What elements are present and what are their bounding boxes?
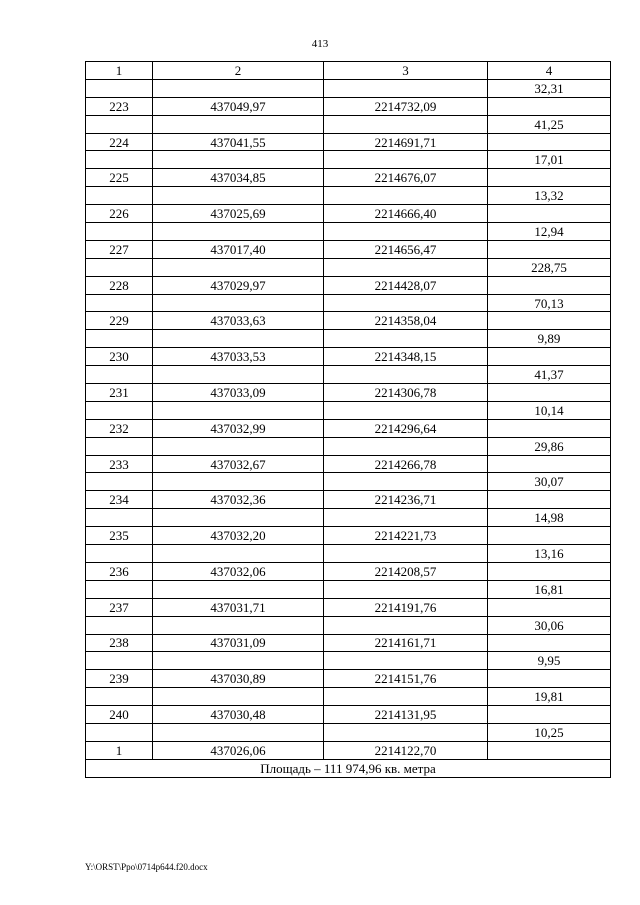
y-coordinate-cell: 2214266,78	[324, 455, 488, 473]
point-number-cell	[86, 223, 153, 241]
table-row	[86, 455, 611, 473]
x-coordinate-cell: 437033,09	[153, 384, 324, 402]
point-number-cell: 229	[86, 312, 153, 330]
distance-cell	[488, 706, 611, 724]
distance-cell: 9,89	[488, 330, 611, 348]
column-header-distance: 4	[488, 62, 611, 80]
coordinates-table	[85, 61, 611, 778]
table-row	[86, 419, 611, 437]
point-number-cell	[86, 473, 153, 491]
y-coordinate-cell: 2214306,78	[324, 384, 488, 402]
point-number-cell: 240	[86, 706, 153, 724]
x-coordinate-cell: 437032,99	[153, 419, 324, 437]
y-coordinate-cell: 2214151,76	[324, 670, 488, 688]
distance-cell: 30,06	[488, 616, 611, 634]
table-row	[86, 491, 611, 509]
table-row	[86, 706, 611, 724]
table-row	[86, 688, 611, 706]
y-coordinate-cell: 2214236,71	[324, 491, 488, 509]
x-coordinate-cell	[153, 545, 324, 563]
x-coordinate-cell: 437032,36	[153, 491, 324, 509]
table-header-row	[86, 62, 611, 80]
y-coordinate-cell	[324, 652, 488, 670]
x-coordinate-cell: 437031,09	[153, 634, 324, 652]
table-row	[86, 384, 611, 402]
x-coordinate-cell: 437025,69	[153, 205, 324, 223]
point-number-cell: 226	[86, 205, 153, 223]
table-row	[86, 401, 611, 419]
point-number-cell: 231	[86, 384, 153, 402]
y-coordinate-cell: 2214732,09	[324, 97, 488, 115]
x-coordinate-cell: 437017,40	[153, 240, 324, 258]
y-coordinate-cell: 2214691,71	[324, 133, 488, 151]
point-number-cell: 225	[86, 169, 153, 187]
point-number-cell	[86, 652, 153, 670]
y-coordinate-cell	[324, 79, 488, 97]
distance-cell: 16,81	[488, 580, 611, 598]
point-number-cell	[86, 187, 153, 205]
distance-cell	[488, 527, 611, 545]
distance-cell: 17,01	[488, 151, 611, 169]
point-number-cell: 239	[86, 670, 153, 688]
point-number-cell: 230	[86, 348, 153, 366]
table-row	[86, 312, 611, 330]
point-number-cell	[86, 509, 153, 527]
distance-cell	[488, 169, 611, 187]
distance-cell	[488, 240, 611, 258]
distance-cell: 13,16	[488, 545, 611, 563]
y-coordinate-cell	[324, 294, 488, 312]
y-coordinate-cell	[324, 473, 488, 491]
point-number-cell	[86, 79, 153, 97]
table-row	[86, 509, 611, 527]
x-coordinate-cell: 437030,89	[153, 670, 324, 688]
y-coordinate-cell: 2214676,07	[324, 169, 488, 187]
y-coordinate-cell	[324, 366, 488, 384]
point-number-cell	[86, 616, 153, 634]
point-number-cell: 235	[86, 527, 153, 545]
x-coordinate-cell	[153, 688, 324, 706]
y-coordinate-cell	[324, 616, 488, 634]
point-number-cell	[86, 688, 153, 706]
x-coordinate-cell: 437030,48	[153, 706, 324, 724]
y-coordinate-cell: 2214666,40	[324, 205, 488, 223]
distance-cell: 19,81	[488, 688, 611, 706]
table-row	[86, 97, 611, 115]
point-number-cell: 1	[86, 741, 153, 759]
table-row	[86, 580, 611, 598]
point-number-cell	[86, 401, 153, 419]
x-coordinate-cell	[153, 79, 324, 97]
table-row	[86, 741, 611, 759]
table-row	[86, 133, 611, 151]
point-number-cell	[86, 723, 153, 741]
point-number-cell: 224	[86, 133, 153, 151]
x-coordinate-cell: 437032,67	[153, 455, 324, 473]
point-number-cell: 233	[86, 455, 153, 473]
distance-cell: 10,25	[488, 723, 611, 741]
x-coordinate-cell: 437029,97	[153, 276, 324, 294]
point-number-cell: 232	[86, 419, 153, 437]
table-row	[86, 187, 611, 205]
table-row	[86, 151, 611, 169]
table-row	[86, 258, 611, 276]
y-coordinate-cell	[324, 437, 488, 455]
point-number-cell	[86, 151, 153, 169]
point-number-cell: 236	[86, 562, 153, 580]
distance-cell	[488, 562, 611, 580]
point-number-cell	[86, 294, 153, 312]
point-number-cell	[86, 115, 153, 133]
y-coordinate-cell	[324, 580, 488, 598]
table-row	[86, 598, 611, 616]
point-number-cell	[86, 330, 153, 348]
x-coordinate-cell	[153, 580, 324, 598]
table-row	[86, 115, 611, 133]
distance-cell	[488, 312, 611, 330]
x-coordinate-cell	[153, 473, 324, 491]
distance-cell	[488, 670, 611, 688]
page-number: 413	[311, 38, 329, 50]
y-coordinate-cell: 2214131,95	[324, 706, 488, 724]
distance-cell	[488, 419, 611, 437]
distance-cell	[488, 384, 611, 402]
y-coordinate-cell	[324, 258, 488, 276]
table-row	[86, 652, 611, 670]
x-coordinate-cell: 437034,85	[153, 169, 324, 187]
y-coordinate-cell: 2214122,70	[324, 741, 488, 759]
table-row	[86, 240, 611, 258]
distance-cell: 70,13	[488, 294, 611, 312]
point-number-cell	[86, 366, 153, 384]
distance-cell	[488, 491, 611, 509]
x-coordinate-cell: 437031,71	[153, 598, 324, 616]
y-coordinate-cell	[324, 401, 488, 419]
x-coordinate-cell	[153, 187, 324, 205]
point-number-cell: 234	[86, 491, 153, 509]
point-number-cell: 227	[86, 240, 153, 258]
y-coordinate-cell	[324, 509, 488, 527]
distance-cell: 12,94	[488, 223, 611, 241]
table-row	[86, 473, 611, 491]
x-coordinate-cell	[153, 437, 324, 455]
x-coordinate-cell	[153, 652, 324, 670]
y-coordinate-cell	[324, 688, 488, 706]
table-row	[86, 348, 611, 366]
y-coordinate-cell: 2214656,47	[324, 240, 488, 258]
table-row	[86, 223, 611, 241]
file-path: Y:\ORST\Ppo\0714p644.f20.docx	[85, 862, 208, 872]
table-row	[86, 437, 611, 455]
x-coordinate-cell	[153, 401, 324, 419]
x-coordinate-cell: 437032,20	[153, 527, 324, 545]
distance-cell: 32,31	[488, 79, 611, 97]
x-coordinate-cell: 437026,06	[153, 741, 324, 759]
distance-cell	[488, 97, 611, 115]
distance-cell	[488, 276, 611, 294]
distance-cell	[488, 348, 611, 366]
x-coordinate-cell: 437041,55	[153, 133, 324, 151]
y-coordinate-cell	[324, 115, 488, 133]
x-coordinate-cell	[153, 151, 324, 169]
distance-cell: 29,86	[488, 437, 611, 455]
x-coordinate-cell	[153, 723, 324, 741]
x-coordinate-cell: 437033,53	[153, 348, 324, 366]
y-coordinate-cell: 2214296,64	[324, 419, 488, 437]
table-row	[86, 169, 611, 187]
area-total: Площадь – 111 974,96 кв. метра	[86, 759, 611, 777]
y-coordinate-cell	[324, 723, 488, 741]
point-number-cell: 238	[86, 634, 153, 652]
table-row	[86, 527, 611, 545]
x-coordinate-cell	[153, 223, 324, 241]
table-row	[86, 723, 611, 741]
x-coordinate-cell: 437033,63	[153, 312, 324, 330]
table-row	[86, 276, 611, 294]
table-row	[86, 366, 611, 384]
distance-cell: 14,98	[488, 509, 611, 527]
y-coordinate-cell: 2214191,76	[324, 598, 488, 616]
point-number-cell	[86, 258, 153, 276]
distance-cell: 13,32	[488, 187, 611, 205]
x-coordinate-cell	[153, 330, 324, 348]
table-row	[86, 562, 611, 580]
distance-cell	[488, 205, 611, 223]
x-coordinate-cell	[153, 509, 324, 527]
distance-cell	[488, 598, 611, 616]
column-header-y: 3	[324, 62, 488, 80]
y-coordinate-cell: 2214358,04	[324, 312, 488, 330]
y-coordinate-cell: 2214161,71	[324, 634, 488, 652]
distance-cell	[488, 741, 611, 759]
distance-cell	[488, 133, 611, 151]
column-header-x: 2	[153, 62, 324, 80]
y-coordinate-cell: 2214348,15	[324, 348, 488, 366]
x-coordinate-cell	[153, 366, 324, 384]
point-number-cell: 237	[86, 598, 153, 616]
y-coordinate-cell: 2214221,73	[324, 527, 488, 545]
column-header-point: 1	[86, 62, 153, 80]
table-row	[86, 670, 611, 688]
y-coordinate-cell	[324, 223, 488, 241]
table-row	[86, 205, 611, 223]
y-coordinate-cell	[324, 545, 488, 563]
distance-cell	[488, 634, 611, 652]
x-coordinate-cell: 437032,06	[153, 562, 324, 580]
table-row	[86, 545, 611, 563]
table-row	[86, 634, 611, 652]
y-coordinate-cell: 2214428,07	[324, 276, 488, 294]
point-number-cell	[86, 545, 153, 563]
x-coordinate-cell	[153, 616, 324, 634]
y-coordinate-cell	[324, 330, 488, 348]
point-number-cell	[86, 437, 153, 455]
distance-cell: 228,75	[488, 258, 611, 276]
table-row	[86, 616, 611, 634]
x-coordinate-cell: 437049,97	[153, 97, 324, 115]
x-coordinate-cell	[153, 258, 324, 276]
distance-cell: 30,07	[488, 473, 611, 491]
distance-cell: 10,14	[488, 401, 611, 419]
x-coordinate-cell	[153, 115, 324, 133]
y-coordinate-cell	[324, 187, 488, 205]
y-coordinate-cell	[324, 151, 488, 169]
table-body	[86, 79, 611, 759]
point-number-cell: 228	[86, 276, 153, 294]
table-footer-row	[86, 759, 611, 777]
distance-cell	[488, 455, 611, 473]
table-row	[86, 79, 611, 97]
distance-cell: 9,95	[488, 652, 611, 670]
distance-cell: 41,25	[488, 115, 611, 133]
point-number-cell	[86, 580, 153, 598]
y-coordinate-cell: 2214208,57	[324, 562, 488, 580]
table-row	[86, 330, 611, 348]
point-number-cell: 223	[86, 97, 153, 115]
x-coordinate-cell	[153, 294, 324, 312]
distance-cell: 41,37	[488, 366, 611, 384]
table-row	[86, 294, 611, 312]
